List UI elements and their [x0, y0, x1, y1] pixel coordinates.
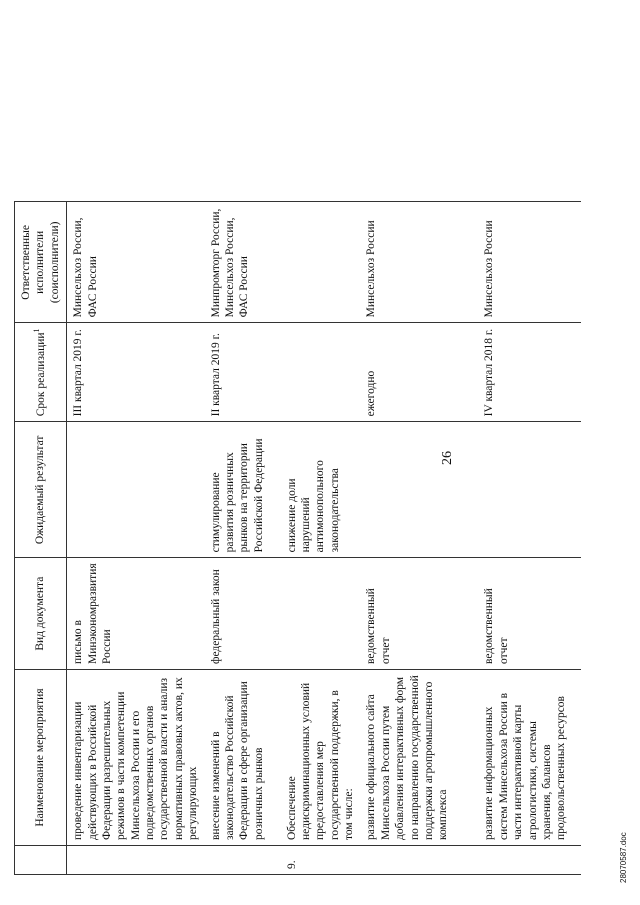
header-number	[15, 846, 67, 875]
table-row	[205, 202, 281, 875]
row-term: ежегодно	[360, 323, 478, 422]
row-number	[67, 846, 205, 875]
footnote-mark: 1	[32, 328, 42, 333]
row-doc-type: ведомственный отчет	[478, 558, 581, 670]
row-name: Обеспечение недискриминационных условий предоставления мер государственной поддержки, в том числе:	[281, 670, 361, 846]
row-doc-type: федеральный закон	[205, 558, 281, 670]
row-term: IV квартал 2018 г.	[478, 323, 581, 422]
header-result: Ожидаемый результат	[15, 422, 67, 558]
row-result: снижение доли нарушений антимонопольного законодательства	[281, 422, 361, 558]
row-responsible: Минсельхоз России	[360, 202, 478, 323]
row-name: развитие информационных систем Минсельхоза России в части интерактивной карты агрологистики, системы хранения, балансов продовольственных ресурсов	[478, 670, 581, 846]
row-term: II квартал 2019 г.	[205, 323, 281, 422]
header-name: Наименование мероприятия	[15, 670, 67, 846]
table-row	[281, 202, 361, 875]
row-result	[67, 422, 205, 558]
row-result	[360, 422, 478, 558]
table-row	[360, 202, 478, 875]
row-responsible: Минсельхоз России	[478, 202, 581, 323]
row-term: III квартал 2019 г.	[67, 323, 205, 422]
row-responsible	[281, 202, 361, 323]
measures-table	[14, 201, 581, 875]
document-file-code: 28070587.doc	[619, 832, 628, 883]
header-term-label: Срок реализации	[35, 332, 48, 417]
page-number: 26	[440, 451, 455, 465]
row-doc-type: письмо в Минэкономразвития России	[67, 558, 205, 670]
row-result: стимулирование развития розничных рынков на территории Российской Федерации	[205, 422, 281, 558]
row-doc-type	[281, 558, 361, 670]
header-term	[15, 323, 67, 422]
row-name: проведение инвентаризации действующих в Российской Федерации разрешительных режимов в части компетенции Минсельхоза России и его подведомственных органов государственной власти и анализ нормативных правовых актов, их регулирующих	[67, 670, 205, 846]
row-number	[360, 846, 478, 875]
row-name: внесение изменений в законодательство Российской Федерации в сфере организации розничных рынков	[205, 670, 281, 846]
table-row	[478, 202, 581, 875]
row-number	[478, 846, 581, 875]
row-responsible: Минсельхоз России, ФАС России	[67, 202, 205, 323]
row-number	[205, 846, 281, 875]
row-term	[281, 323, 361, 422]
header-doc-type: Вид документа	[15, 558, 67, 670]
table-header-row	[15, 202, 67, 875]
row-responsible: Минпромторг России, Минсельхоз России, ФАС России	[205, 202, 281, 323]
row-name: развитие официального сайта Минсельхоза России путем добавления интерактивных форм по направлению государственной поддержки агропромышленного комплекса	[360, 670, 478, 846]
header-responsible: Ответственные исполнители (соисполнители)	[15, 202, 67, 323]
row-number: 9.	[281, 846, 361, 875]
table-row	[67, 202, 205, 875]
row-result	[478, 422, 581, 558]
row-doc-type: ведомственный отчет	[360, 558, 478, 670]
